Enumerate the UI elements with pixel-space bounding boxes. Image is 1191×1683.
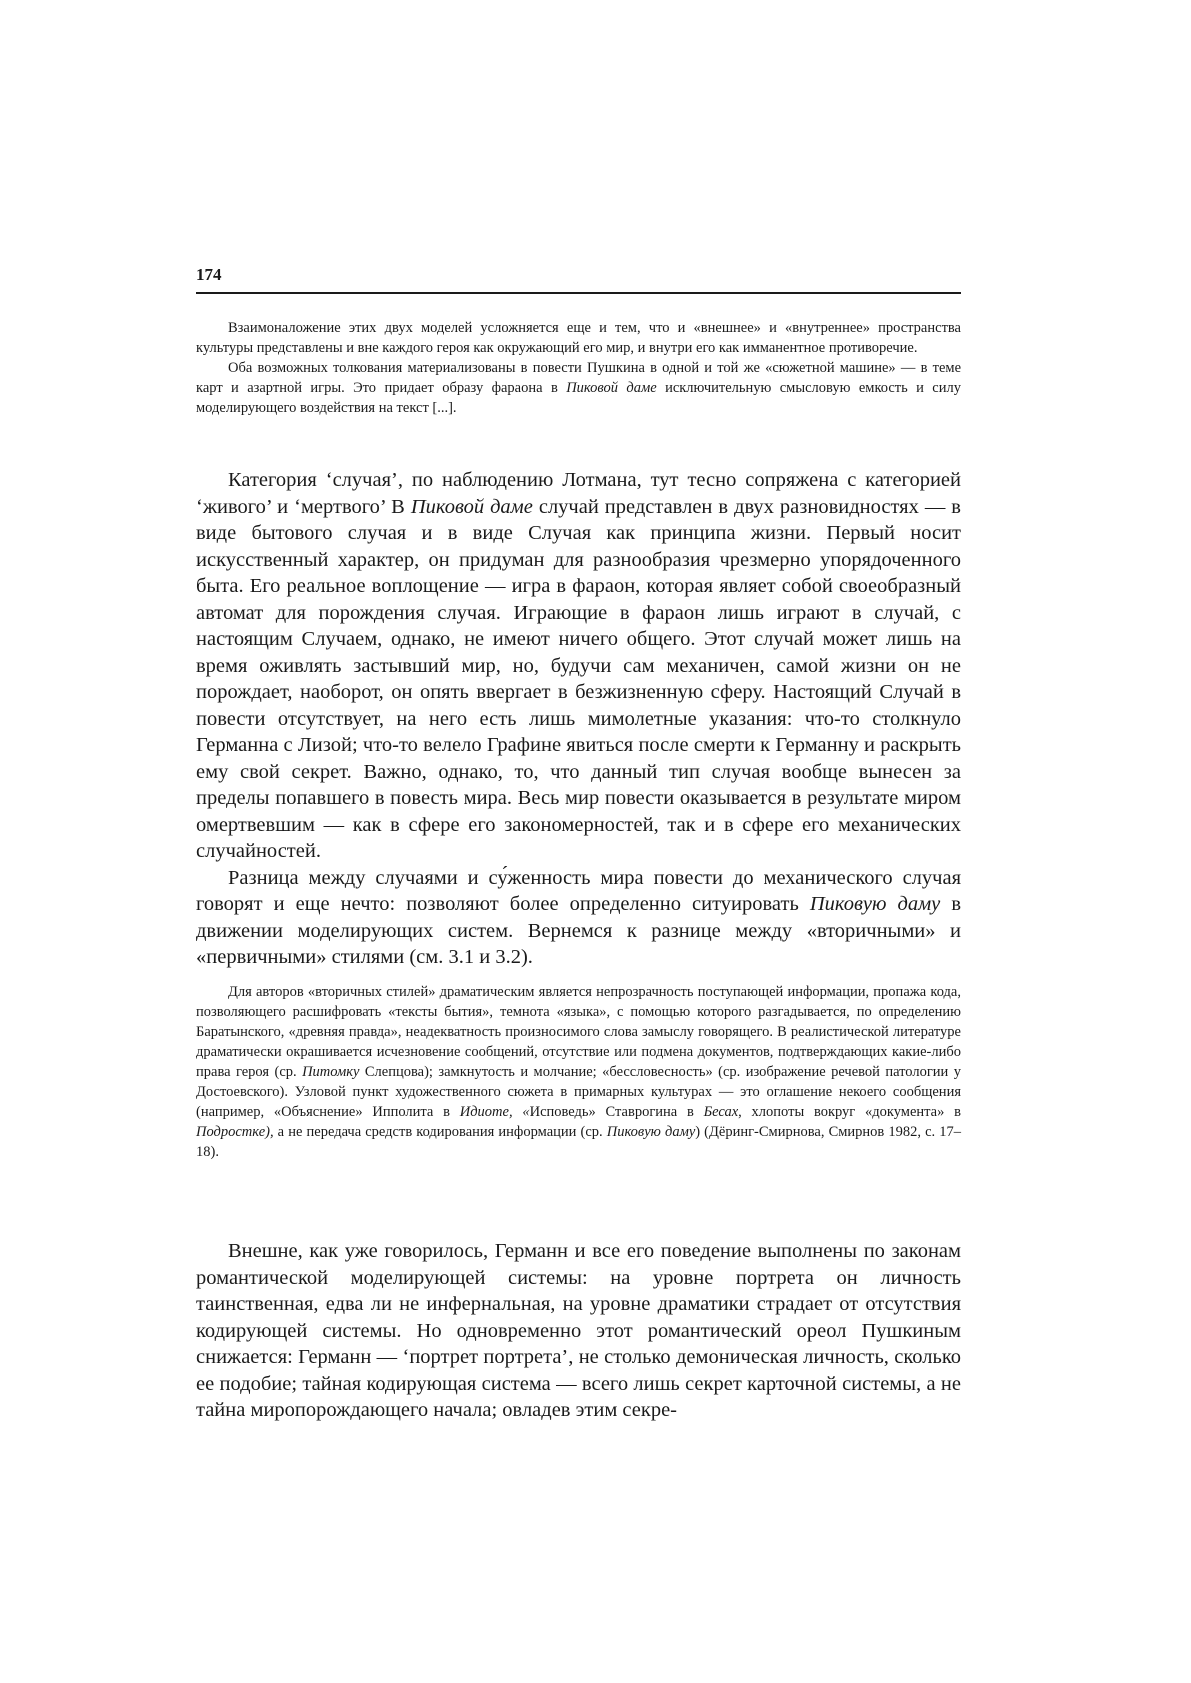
body-section-1 — [196, 467, 961, 971]
block-quote-1 — [196, 318, 961, 418]
text-span: исключительную смысловую емкость и силу моделирующего воздействия на текст [...]. — [196, 380, 961, 416]
italic-title: Питомку — [302, 1064, 360, 1080]
italic-title: Идиоте, « — [459, 1104, 530, 1120]
text-span: Оба возможных толкования материализованы в повести Пушкина в одной и той же «сюжетной машине» — в теме карт и азартной игры. Это придает образу фараона в — [196, 360, 961, 396]
header-rule — [196, 292, 961, 294]
italic-title: Пиковой даме — [566, 380, 657, 396]
italic-title: Пиковую даму — [809, 893, 941, 915]
body-paragraph-1 — [196, 467, 961, 865]
italic-title: Бесах — [703, 1104, 739, 1120]
page-number: 174 — [196, 265, 222, 284]
text-span: Исповедь» Ставрогина в — [529, 1104, 704, 1120]
text-span: Для авторов «вторичных стилей» драматическим является непрозрачность поступающей информации, пропажа кода, позволяющего расшифровать «тексты бытия», темнота «языка», с помощью которого разгадывается, по определению Баратынского, «древняя правда», неадекватность произносимого слова замыслу говорящего. В реалистической литературе драматически окрашивается исчезновение сообщений, отсутствие или подмена документов, подтверждающих какие-либо права героя (ср. — [196, 984, 961, 1080]
quote-1-paragraph-2 — [196, 358, 961, 418]
block-quote-2 — [196, 982, 961, 1162]
body-paragraph-3: Внешне, как уже говорилось, Германн и все его поведение выполнены по законам романтической моделирующей системы: на уровне портрета он личность таинственная, едва ли не инфернальная, на уровне драматики страдает от отсутствия кодирующей системы. Но одновременно этот романтический ореол Пушкиным снижается: Германн — ‘портрет портрета’, не столько демоническая личность, сколько ее подобие; тайная кодирующая система — всего лишь секрет карточной системы, а не тайна миропорождающего начала; овладев этим секре- — [196, 1240, 961, 1421]
text-span: Разница между случаями и су́женность мира повести до механического случая говорят и еще нечто: позволяют более определенно ситуировать — [196, 866, 961, 915]
text-span: ) (Дёринг-Смирнова, Смирнов 1982, с. 17–18). — [196, 1124, 961, 1160]
text-span: , хлопоты вокруг «документа» в — [738, 1104, 961, 1120]
italic-title: Подростке), — [196, 1124, 274, 1140]
body-paragraph-2 — [196, 865, 961, 971]
quote-2-paragraph — [196, 982, 961, 1162]
quote-1-paragraph-1: Взаимоналожение этих двух моделей усложняется еще и тем, что и «внешнее» и «внутреннее» пространства культуры представлены и вне каждого героя как окружающий его мир, и внутри его как имманентное противоречие. — [196, 320, 961, 356]
text-span: в движении моделирующих систем. Вернемся к разнице между «вторичными» и «первичными» стилями (см. 3.1 и 3.2). — [196, 893, 962, 968]
italic-title: Пиковой даме — [410, 495, 533, 518]
italic-title: Пиковую даму — [606, 1124, 696, 1140]
text-span: случай представлен в двух разновидностях — в виде бытового случая и в виде Случая как принципа жизни. Первый носит искусственный характер, он придуман для разнообразия чрезмерно упорядоченного быта. Его реальное воплощение — игра в фараон, которая являет собой своеобразный автомат для порождения случая. Играющие в фараон лишь играют в случай, с настоящим Случаем, однако, не имеют ничего общего. Этот случай может лишь на время оживлять застывший мир, но, будучи сам механичен, самой жизни он не порождает, наоборот, он опять ввергает в безжизненную сферу. Настоящий Случай в повести отсутствует, на него есть лишь мимолетные указания: что-то столкнуло Германна с Лизой; что-то велело Графине явиться после смерти к Германну и раскрыть ему свой секрет. Важно, однако, то, что данный тип случая вообще вынесен за пределы попавшего в повесть мира. Весь мир повести оказывается в результате миром омертвевшим — как в сфере его закономерностей, так и в сфере его механических случайностей. — [196, 495, 961, 862]
text-span: а не передача средств кодирования информации (ср. — [273, 1124, 607, 1140]
text-span: Слепцова); замкнутость и молчание; «бессловесность» (ср. изображение речевой патологии у Достоевского). Узловой пункт художественного сюжета в примарных культурах — это оглашение некоего сообщения (например, «Объяснение» Ипполита в — [196, 1064, 961, 1120]
body-section-2 — [196, 1238, 961, 1424]
text-span: Категория ‘случая’, по наблюдению Лотмана, тут тесно сопряжена с категорией ‘живого’ и ‘мертвого’ В — [196, 469, 961, 518]
